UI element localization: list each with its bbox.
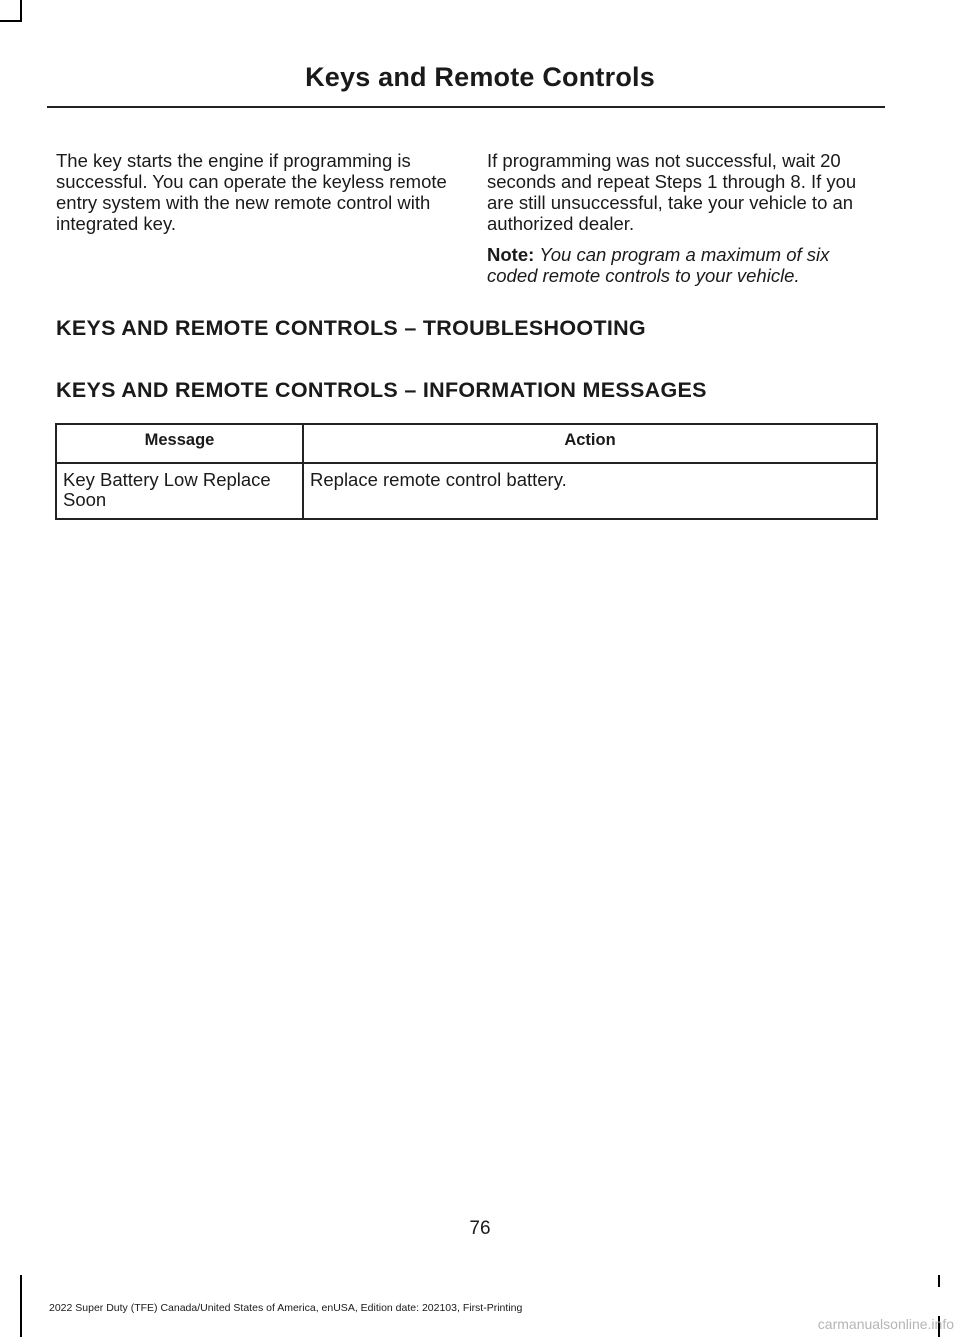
action-cell: Replace remote control battery. <box>303 463 877 519</box>
right-column <box>487 150 879 296</box>
left-paragraph: The key starts the engine if programming is successful. You can operate the keyless remote entry system with the new remote control with integrated key. <box>56 150 447 234</box>
crop-mark <box>0 20 22 22</box>
left-column <box>56 150 448 244</box>
note <box>487 244 879 286</box>
title-divider <box>47 106 885 108</box>
crop-mark <box>20 1275 22 1337</box>
note-text: You can program a maximum of six coded remote controls to your vehicle. <box>487 244 830 286</box>
right-paragraph: If programming was not successful, wait 20 seconds and repeat Steps 1 through 8. If you are still unsuccessful, take your vehicle to an authorized dealer. <box>487 150 857 234</box>
note-label: Note: <box>487 244 535 265</box>
message-cell: Key Battery Low Replace Soon <box>56 463 303 519</box>
crop-mark <box>938 1275 940 1287</box>
page-title: Keys and Remote Controls <box>305 62 655 92</box>
page-number: 76 <box>469 1218 491 1239</box>
heading-information-messages: KEYS AND REMOTE CONTROLS – INFORMATION MESSAGES <box>56 378 707 402</box>
crop-mark <box>20 0 22 22</box>
column-header-message: Message <box>56 424 303 463</box>
footer-edition-info: 2022 Super Duty (TFE) Canada/United States of America, enUSA, Edition date: 202103, First-Printing <box>49 1302 523 1314</box>
heading-troubleshooting: KEYS AND REMOTE CONTROLS – TROUBLESHOOTING <box>56 316 646 340</box>
table-header-row <box>56 424 877 463</box>
table-row <box>56 463 877 519</box>
information-messages-table <box>55 423 878 520</box>
column-header-action: Action <box>303 424 877 463</box>
watermark: carmanualsonline.info <box>817 1316 954 1332</box>
